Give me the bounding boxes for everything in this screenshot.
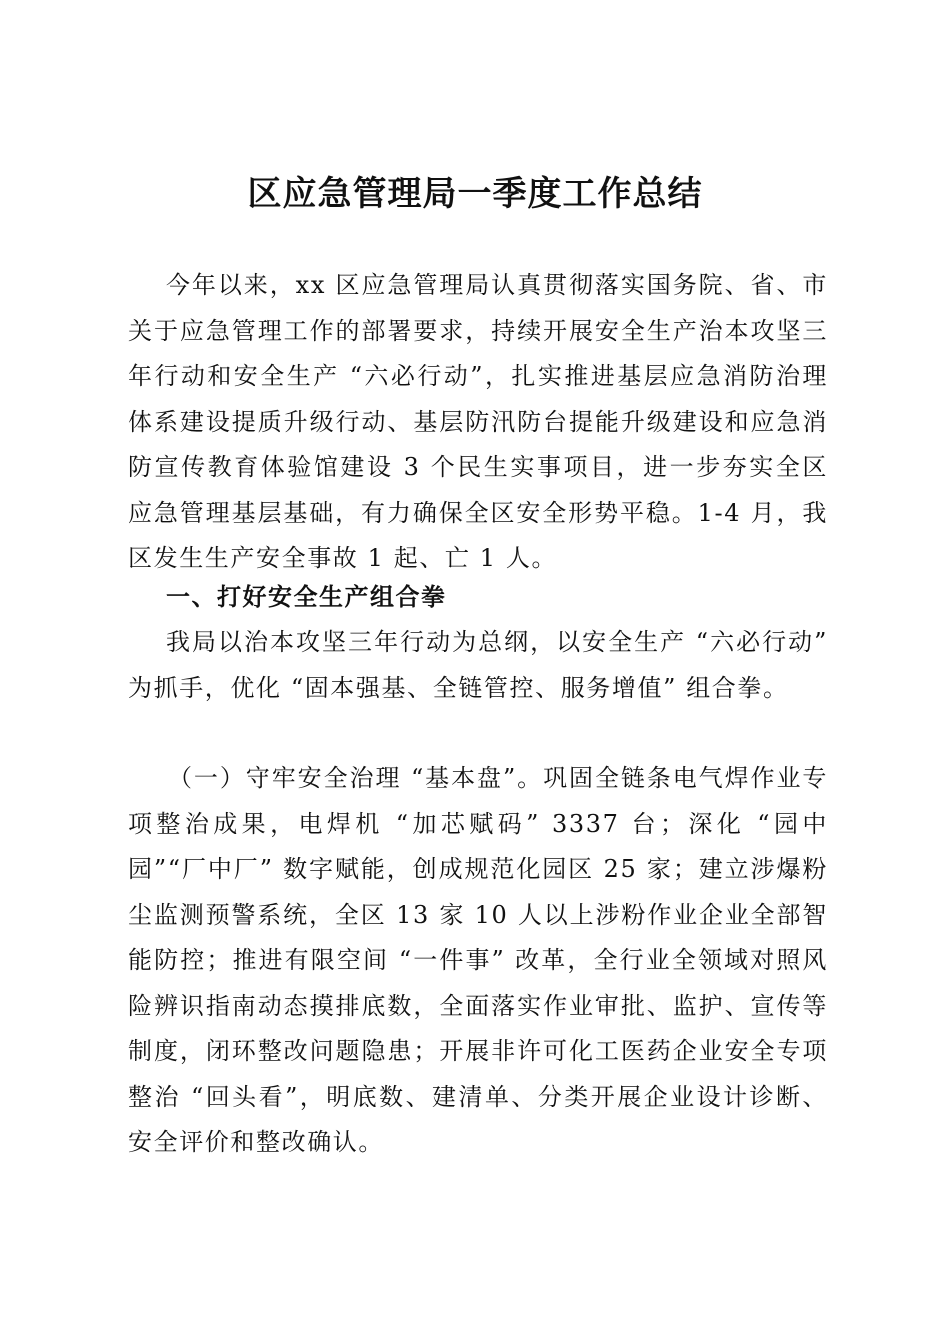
section-intro-paragraph: 我局以治本攻坚三年行动为总纲，以安全生产 “六必行动” 为抓手，优化 “固本强基、全链管控、服务增值” 组合拳。	[128, 628, 828, 702]
document-title: 区应急管理局一季度工作总结	[247, 174, 703, 214]
intro-paragraph: 今年以来，xx 区应急管理局认真贯彻落实国务院、省、市关于应急管理工作的部署要求，持续开展安全生产治本攻坚三年行动和安全生产 “六必行动”，扎实推进基层应急消防治理体系建设提质升级行动、基层防汛防台提能升级建设和应急消防宣传教育体验馆建设 3 个民生实事项目，进一步夯实全区应急管理基层基础，有力确保全区安全形势平稳。1-4 月，我区发生生产安全事故 1 起、亡 1 人。	[128, 271, 828, 572]
section-heading: 一、打好安全生产组合拳	[166, 583, 447, 611]
section-item-paragraph: （一）守牢安全治理 “基本盘”。巩固全链条电气焊作业专项整治成果，电焊机 “加芯赋码” 3337 台；深化 “园中园”“厂中厂” 数字赋能，创成规范化园区 25 家；建立涉爆粉尘监测预警系统，全区 13 家 10 人以上涉粉作业企业全部智能防控；推进有限空间 “一件事” 改革，全行业全领域对照风险辨识指南动态摸排底数，全面落实作业审批、监护、宣传等制度，闭环整改问题隐患；开展非许可化工医药企业安全专项整治 “回头看”，明底数、建清单、分类开展企业设计诊断、安全评价和整改确认。	[128, 764, 828, 1156]
